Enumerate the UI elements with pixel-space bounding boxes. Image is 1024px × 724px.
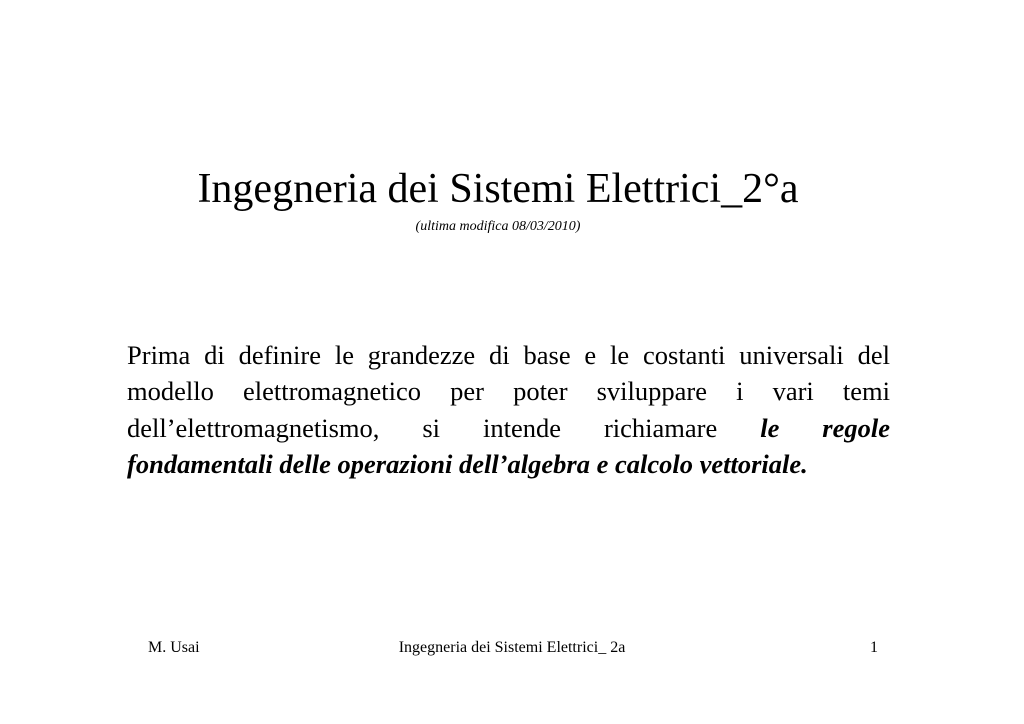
body-line-1: Prima di definire le grandezze di base e le costanti universali del — [127, 340, 890, 370]
body-line-2: modello elettromagnetico per poter sviluppare i vari temi — [127, 376, 890, 407]
body-line-3-plain: dell’elettromagnetismo, si intende richiamare — [127, 412, 761, 443]
body-line-3 — [127, 410, 890, 446]
body-line-4-emphasis: fondamentali delle operazioni dell’algebra e calcolo vettoriale. — [127, 448, 808, 479]
slide-subtitle: (ultima modifica 08/03/2010) — [415, 219, 581, 234]
slide-title: Ingegneria dei Sistemi Elettrici_2°a — [197, 166, 799, 212]
footer-course: Ingegneria dei Sistemi Elettrici_ 2a — [398, 639, 626, 656]
footer-page-number: 1 — [870, 639, 878, 656]
footer-author: M. Usai — [148, 639, 200, 656]
body-paragraph — [127, 337, 890, 482]
body-line-3-emphasis: le regole — [760, 412, 891, 443]
